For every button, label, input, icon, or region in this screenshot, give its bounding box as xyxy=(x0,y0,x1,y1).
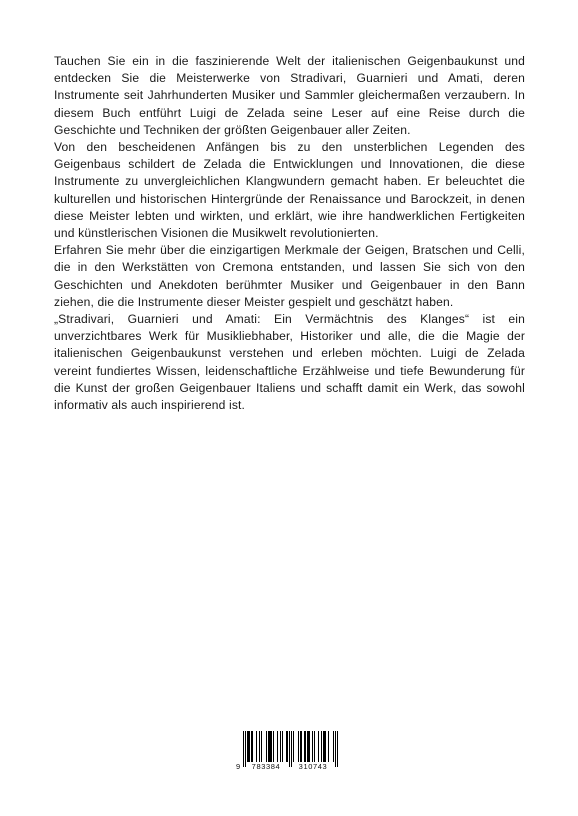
barcode-bar xyxy=(309,731,310,762)
barcode-bar xyxy=(298,731,299,762)
barcode-bar xyxy=(308,731,309,762)
barcode-bar xyxy=(287,731,288,762)
barcode-digits xyxy=(236,762,342,772)
barcode-bar xyxy=(277,731,278,762)
barcode-bar xyxy=(273,731,274,762)
barcode-bar xyxy=(268,731,269,762)
barcode-bar xyxy=(266,731,267,762)
barcode-bar xyxy=(305,731,306,762)
barcode-digits-right: 310743 xyxy=(294,762,332,772)
barcode-bar xyxy=(323,731,324,762)
back-cover-blurb xyxy=(54,53,525,414)
barcode-bar xyxy=(300,731,301,762)
barcode-bar xyxy=(249,731,250,762)
barcode-digit-first: 9 xyxy=(236,762,241,771)
barcode-bar xyxy=(318,731,319,762)
barcode-bar xyxy=(325,731,326,762)
barcode-bar xyxy=(269,731,270,762)
barcode-bar xyxy=(252,731,253,762)
barcode-bar xyxy=(314,731,315,762)
barcode-bar xyxy=(248,731,249,762)
barcode-bar xyxy=(256,731,257,762)
barcode-bar xyxy=(328,731,329,762)
barcode-bar xyxy=(286,731,287,762)
blurb-paragraph-1: Tauchen Sie ein in die faszinierende Welt der italienischen Geigenbaukunst und entdecken Sie die Meisterwerke von Stradivari, Guarnieri und Amati, deren Instrumente seit Jahrhunderten Musiker und Sammler gleichermaßen verzaubern. In diesem Buch entführt Luigi de Zelada seine Leser auf eine Reise durch die Geschichte und Techniken der größten Geigenbauer aller Zeiten. xyxy=(54,54,525,137)
barcode-bar xyxy=(333,731,334,762)
barcode-bar xyxy=(301,731,302,762)
barcode-bar xyxy=(270,731,271,762)
barcode-bar xyxy=(271,731,272,762)
barcode-digits-left: 783384 xyxy=(247,762,285,772)
barcode-bar xyxy=(251,731,252,762)
barcode-bar xyxy=(304,731,305,762)
barcode-bar xyxy=(312,731,313,762)
barcode-bar xyxy=(324,731,325,762)
blurb-paragraph-3: Erfahren Sie mehr über die einzigartigen Merkmale der Geigen, Bratschen und Celli, die in den Werkstätten von Cremona entstanden, und lassen Sie sich von den Geschichten und Anekdoten berühmter Musiker und Geigenbauer in den Bann ziehen, die die Instrumente dieser Meister gespielt und geschätzt haben. xyxy=(54,243,525,309)
isbn-barcode xyxy=(236,731,342,771)
barcode-bar xyxy=(293,731,294,762)
blurb-paragraph-2: Von den bescheidenen Anfängen bis zu den unsterblichen Legenden des Geigenbaus schildert de Zelada die Entwicklungen und Innovationen, die diese Instrumente zu unvergleichlichen Klangwundern gemacht haben. Er beleuchtet die kulturellen und historischen Hintergründe der Renaissance und Barockzeit, in denen diese Meister lebten und wirkten, und erklärt, wie ihre handwerklichen Fertigkeiten und künstlerischen Visionen die Musikwelt revolutionierten. xyxy=(54,140,525,241)
barcode-bar xyxy=(282,731,283,762)
barcode-bar xyxy=(280,731,281,762)
barcode-bar xyxy=(307,731,308,762)
barcode-bar xyxy=(261,731,262,762)
barcode-bar xyxy=(321,731,322,762)
barcode-bar xyxy=(247,731,248,762)
barcode-bar xyxy=(259,731,260,762)
blurb-paragraph-4: „Stradivari, Guarnieri und Amati: Ein Vermächtnis des Klanges“ ist ein unverzichtbares Werk für Musikliebhaber, Historiker und alle, die die Magie der italienischen Geigenbaukunst verstehen und erleben möchten. Luigi de Zelada vereint fundiertes Wissen, leidenschaftliche Erzählweise und tiefe Bewunderung für die Kunst der großen Geigenbauer Italiens und schafft damit ein Werk, das sowohl informativ als auch inspirierend ist. xyxy=(54,312,525,413)
